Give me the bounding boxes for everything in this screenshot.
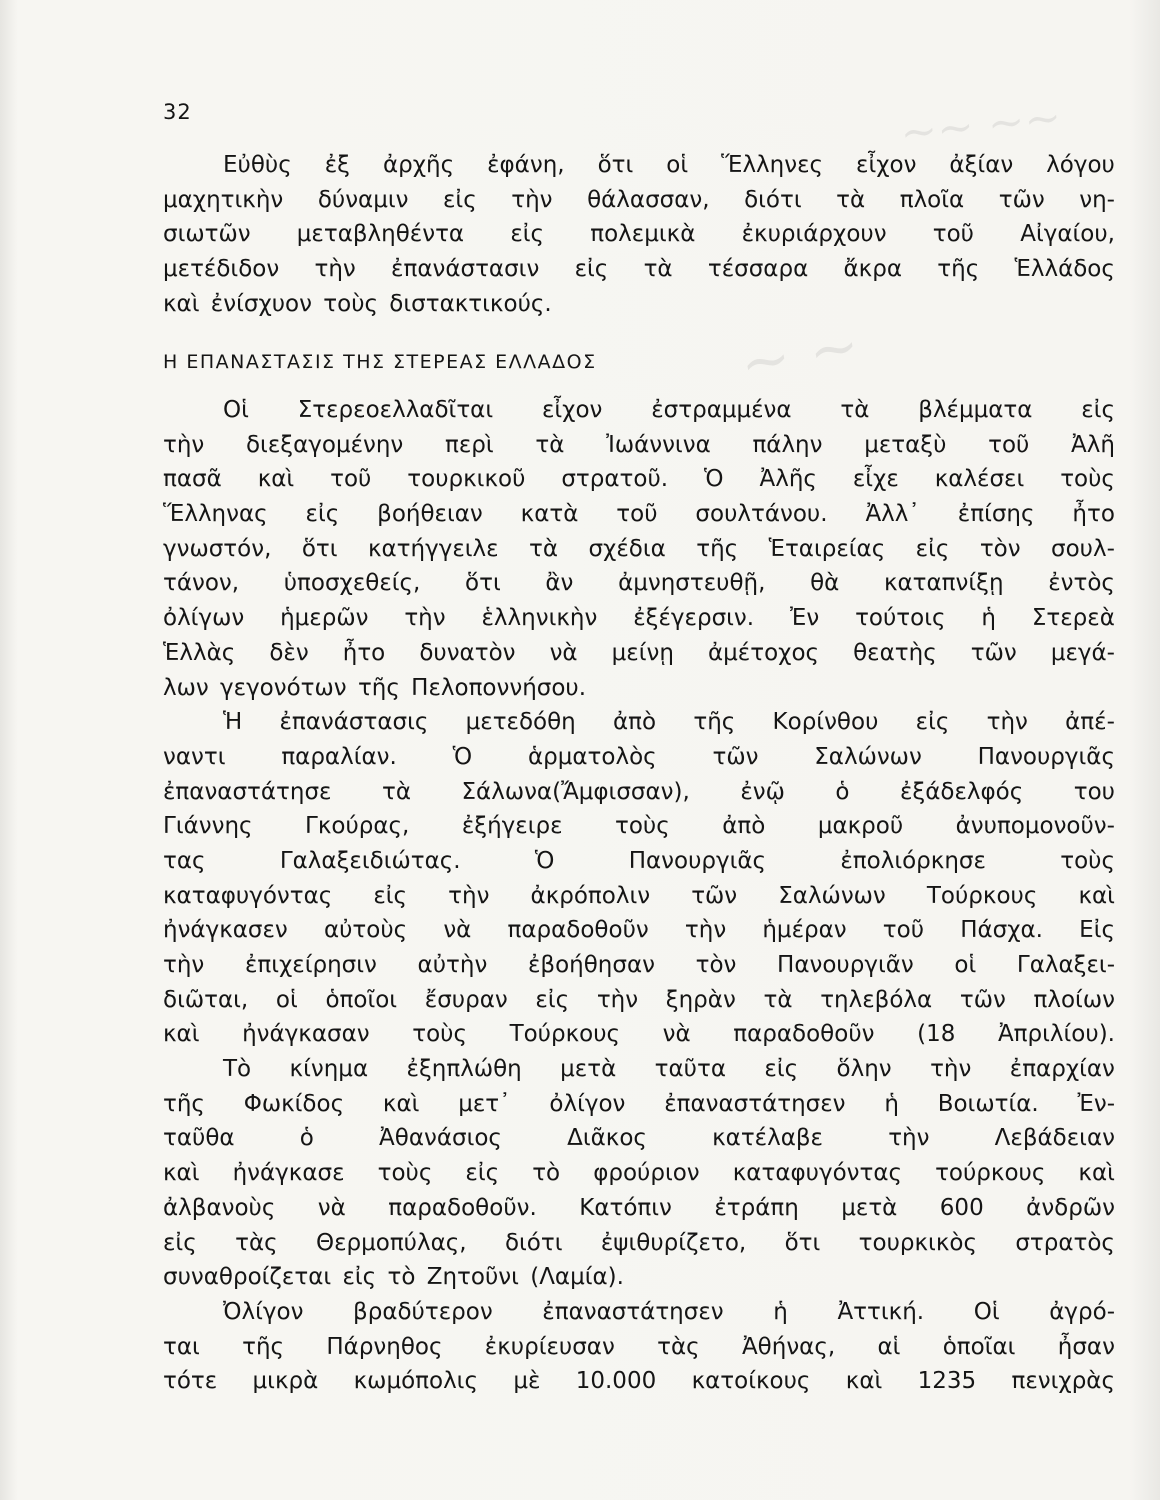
text-line: συναθροίζεται εἰς τὸ Ζητοῦνι (Λαμία). xyxy=(163,1264,624,1291)
text-line: Ἡ ἐπανάστασις μετεδόθη ἀπὸ τῆς Κορίνθου εἰς τὴν ἀπέ- xyxy=(223,709,1115,736)
text-line: τότε μικρὰ κωμόπολις μὲ 10.000 κατοίκους καὶ 1235 πενιχρὰς xyxy=(163,1368,1115,1395)
page-number: 32 xyxy=(163,100,192,124)
text-line: Ἕλληνας εἰς βοήθειαν κατὰ τοῦ σουλτάνου. Ἀλλ᾽ ἐπίσης ἦτο xyxy=(163,501,1115,528)
section-heading: Η ΕΠΑΝΑΣΤΑΣΙΣ ΤΗΣ ΣΤΕΡΕΑΣ ΕΛΛΑΔΟΣ xyxy=(163,351,597,373)
text-line: πασᾶ καὶ τοῦ τουρκικοῦ στρατοῦ. Ὁ Ἀλῆς εἶχε καλέσει τοὺς xyxy=(163,466,1115,493)
text-line: τάνον, ὑποσχεθείς, ὅτι ἂν ἀμνηστευθῇ, θὰ καταπνίξῃ ἐντὸς xyxy=(163,570,1115,597)
text-line: διῶται, οἱ ὁποῖοι ἔσυραν εἰς τὴν ξηρὰν τὰ τηλεβόλα τῶν πλοίων xyxy=(163,986,1115,1013)
text-line: ταῦθα ὁ Ἀθανάσιος Διᾶκος κατέλαβε τὴν Λεβάδειαν xyxy=(163,1125,1115,1152)
bleed-through-mark: ~ ~ xyxy=(734,310,865,400)
text-line: Οἱ Στερεοελλαδῖται εἶχον ἐστραμμένα τὰ βλέμματα εἰς xyxy=(223,397,1115,423)
text-line: τὴν διεξαγομένην περὶ τὰ Ἰωάννινα πάλην μεταξὺ τοῦ Ἀλῆ xyxy=(163,431,1115,458)
text-line: ἀλβανοὺς νὰ παραδοθοῦν. Κατόπιν ἐτράπη μετὰ 600 ἀνδρῶν xyxy=(163,1194,1115,1221)
text-line: σιωτῶν μεταβληθέντα εἰς πολεμικὰ ἐκυριάρχουν τοῦ Αἰγαίου, xyxy=(163,221,1115,248)
text-line: γνωστόν, ὅτι κατήγγειλε τὰ σχέδια τῆς Ἑταιρείας εἰς τὸν σουλ- xyxy=(163,535,1115,562)
text-line: καὶ ἐνίσχυον τοὺς διστακτικούς. xyxy=(163,290,552,317)
text-line: Ὀλίγον βραδύτερον ἐπαναστάτησεν ἡ Ἀττική. Οἱ ἀγρό- xyxy=(223,1298,1115,1325)
text-line: τας Γαλαξειδιώτας. Ὁ Πανουργιᾶς ἐπολιόρκησε τοὺς xyxy=(163,847,1115,874)
text-line: ἐπαναστάτησε τὰ Σάλωνα(Ἄμφισσαν), ἐνῷ ὁ ἐξάδελφός του xyxy=(163,778,1115,805)
text-line: ναντι παραλίαν. Ὁ ἁρματολὸς τῶν Σαλώνων Πανουργιᾶς xyxy=(163,743,1115,770)
text-line: καὶ ἠνάγκασε τοὺς εἰς τὸ φρούριον καταφυγόντας τούρκους καὶ xyxy=(163,1160,1115,1187)
text-line: ἠνάγκασεν αὐτοὺς νὰ παραδοθοῦν τὴν ἡμέραν τοῦ Πάσχα. Εἰς xyxy=(163,917,1115,944)
text-line: καὶ ἠνάγκασαν τοὺς Τούρκους νὰ παραδοθοῦν (18 Ἀπριλίου). xyxy=(163,1021,1115,1048)
text-line: Τὸ κίνημα ἐξηπλώθη μετὰ ταῦτα εἰς ὅλην τὴν ἐπαρχίαν xyxy=(223,1056,1115,1083)
bleed-through-mark: ~~ ~~ xyxy=(897,91,1064,160)
text-line: ὀλίγων ἡμερῶν τὴν ἑλληνικὴν ἐξέγερσιν. Ἐν τούτοις ἡ Στερεὰ xyxy=(163,605,1115,632)
intro-paragraph xyxy=(163,148,1115,321)
text-line: ται τῆς Πάρνηθος ἐκυρίευσαν τὰς Ἀθήνας, αἱ ὁποῖαι ἦσαν xyxy=(163,1333,1115,1360)
text-line: Ἑλλὰς δὲν ἦτο δυνατὸν νὰ μείνῃ ἀμέτοχος θεατὴς τῶν μεγά- xyxy=(163,639,1115,666)
text-line: Εὐθὺς ἐξ ἀρχῆς ἐφάνη, ὅτι οἱ Ἕλληνες εἶχον ἀξίαν λόγου xyxy=(223,152,1115,178)
text-line: καταφυγόντας εἰς τὴν ἀκρόπολιν τῶν Σαλώνων Τούρκους καὶ xyxy=(163,882,1115,909)
text-line: Γιάννης Γκούρας, ἐξήγειρε τοὺς ἀπὸ μακροῦ ἀνυπομονοῦν- xyxy=(163,813,1115,840)
text-line: λων γεγονότων τῆς Πελοποννήσου. xyxy=(163,674,587,701)
text-line: τῆς Φωκίδος καὶ μετ᾽ ὀλίγον ἐπαναστάτησεν ἡ Βοιωτία. Ἐν- xyxy=(163,1090,1115,1117)
text-line: τὴν ἐπιχείρησιν αὐτὴν ἐβοήθησαν τὸν Πανουργιᾶν οἱ Γαλαξει- xyxy=(163,952,1115,978)
text-line: μαχητικὴν δύναμιν εἰς τὴν θάλασσαν, διότι τὰ πλοῖα τῶν νη- xyxy=(163,186,1115,213)
section-body xyxy=(163,393,1115,1399)
text-line: μετέδιδον τὴν ἐπανάστασιν εἰς τὰ τέσσαρα ἄκρα τῆς Ἑλλάδος xyxy=(163,256,1115,283)
text-line: εἰς τὰς Θερμοπύλας, διότι ἐψιθυρίζετο, ὅτι τουρκικὸς στρατὸς xyxy=(163,1229,1115,1256)
